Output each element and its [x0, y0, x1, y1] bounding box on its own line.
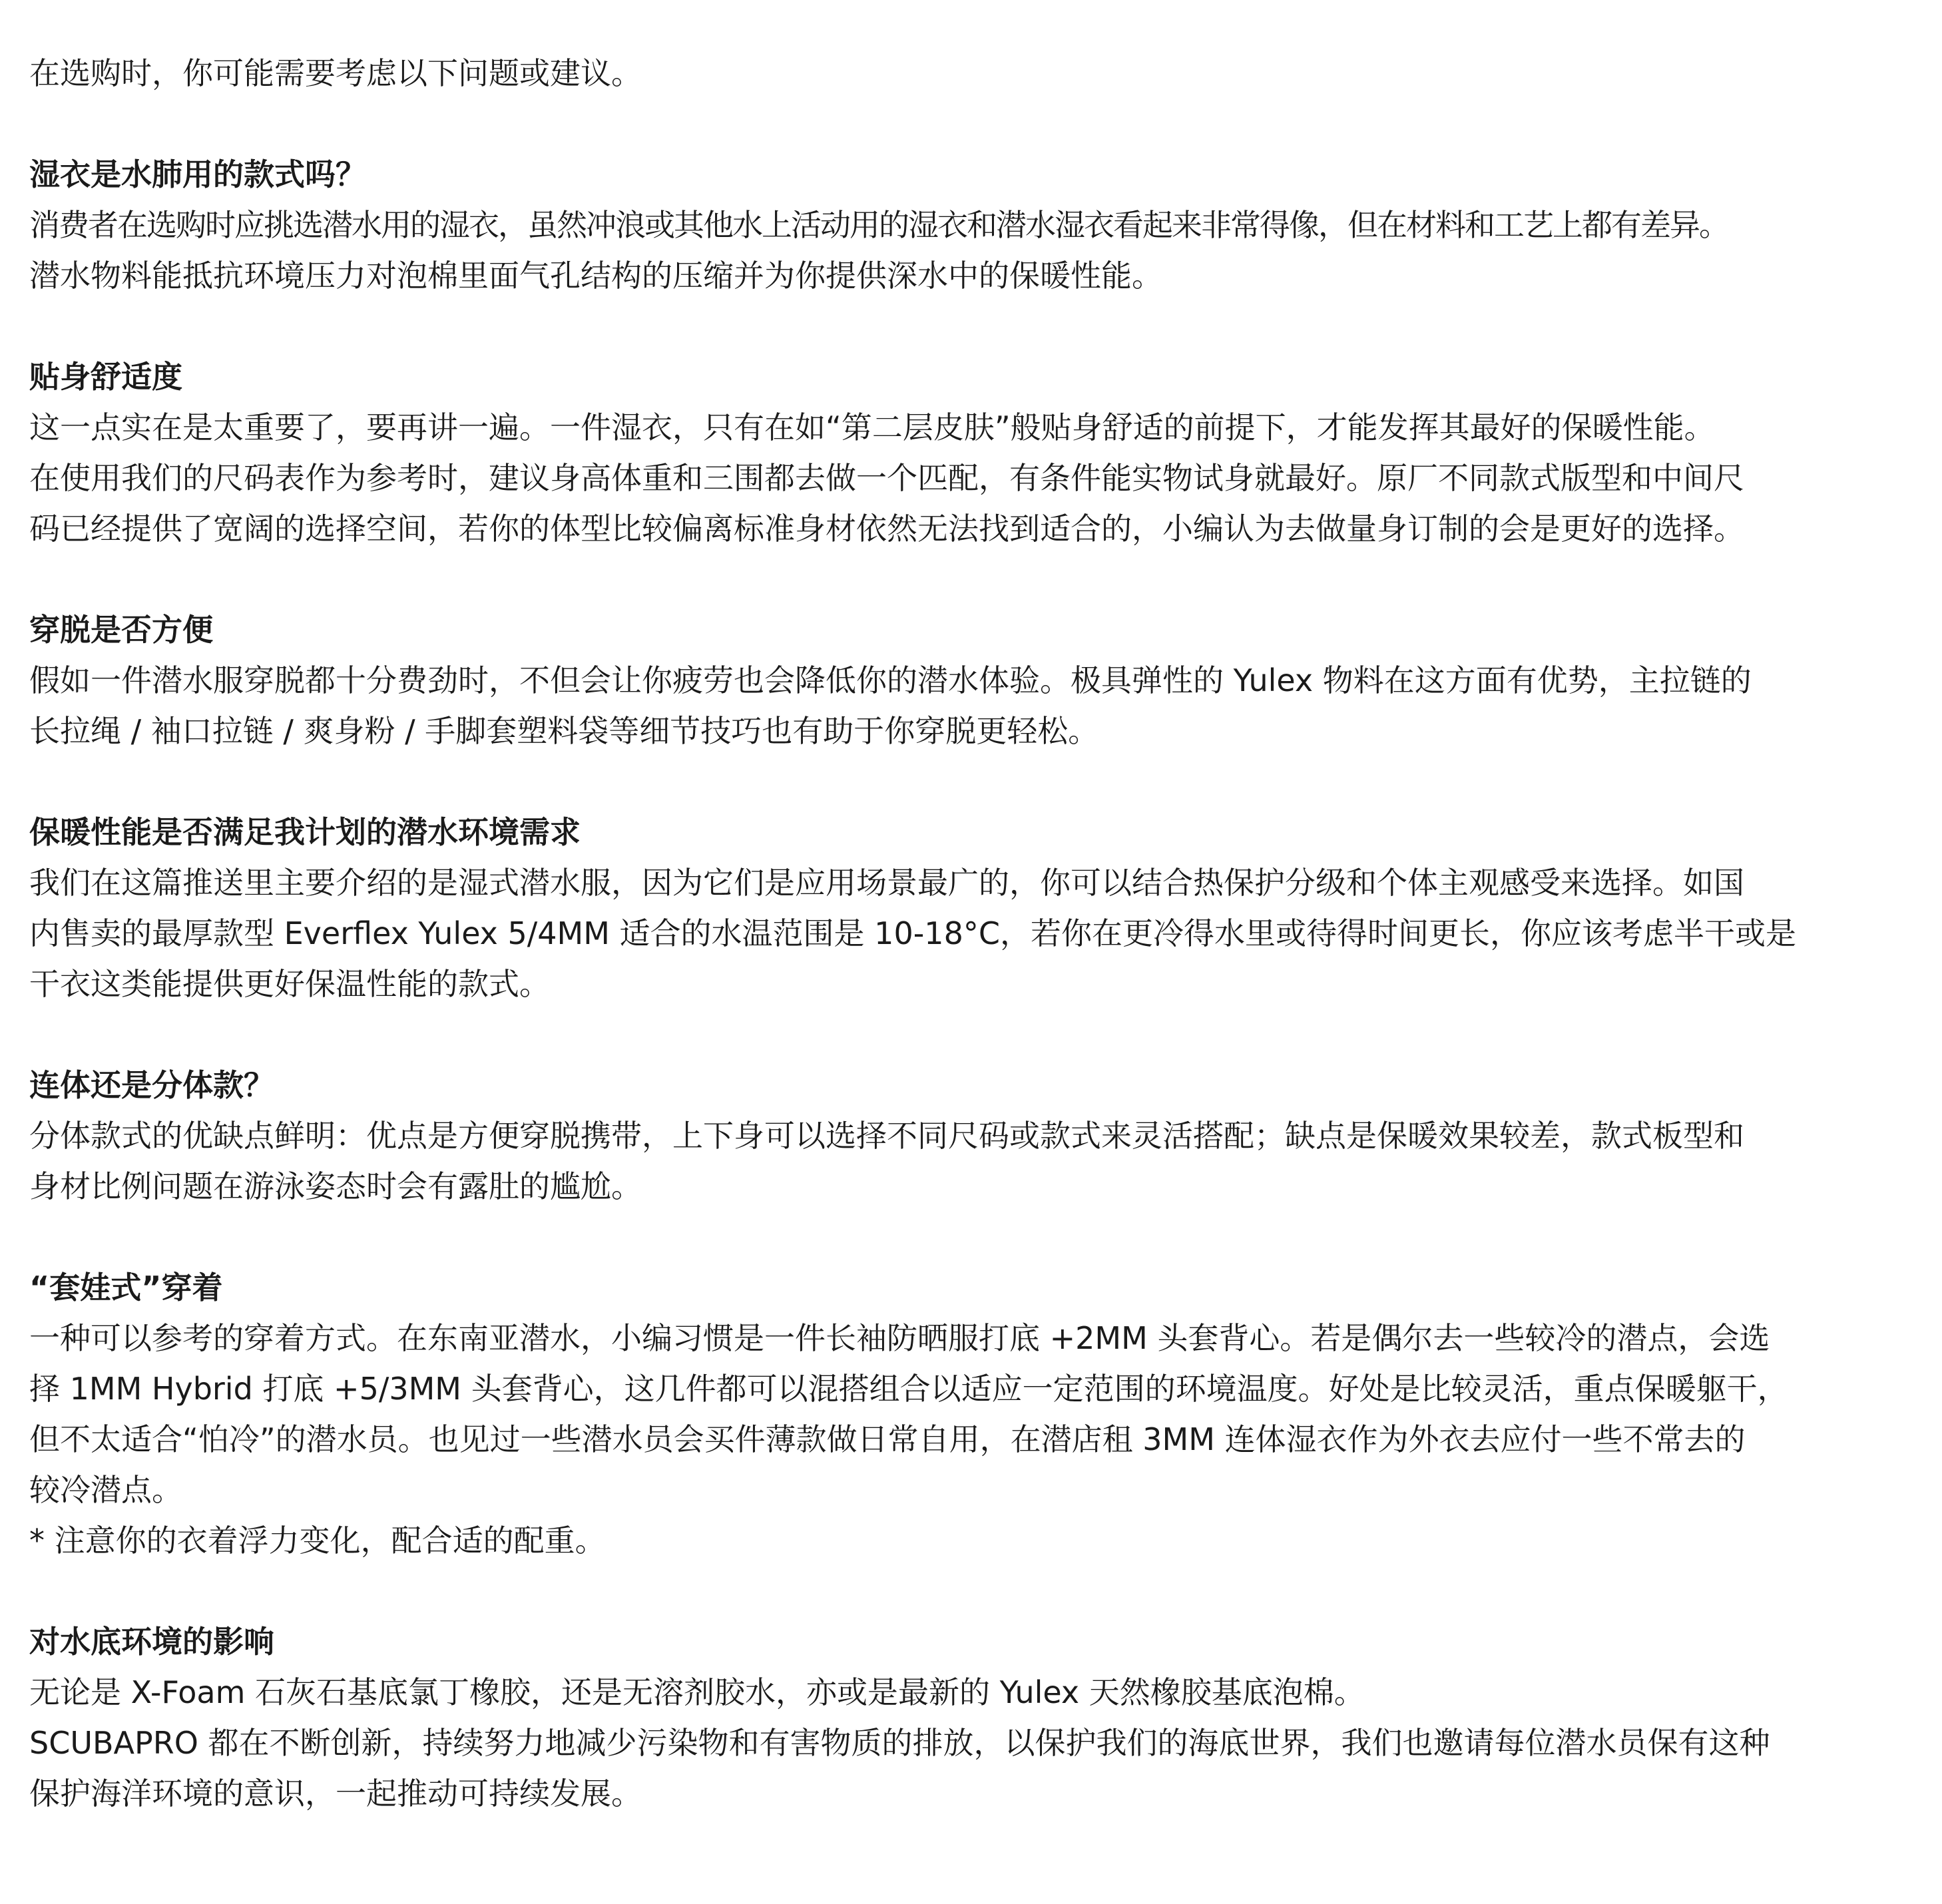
- intro-paragraph: 在选购时，你可能需要考虑以下问题或建议。: [29, 55, 642, 91]
- section-donning-doffing: [29, 604, 1927, 756]
- section-heading: 对水底环境的影响: [29, 1624, 274, 1660]
- footnote-line: * 注意你的衣着浮力变化，配合适的配重。: [29, 1523, 606, 1558]
- paragraph-line: 我们在这篇推送里主要介绍的是湿式潜水服，因为它们是应用场景最广的，你可以结合热保护分级和个体主观感受来选择。如国: [29, 865, 1744, 901]
- article-body: [29, 48, 1927, 1869]
- section-environmental-impact: [29, 1616, 1927, 1819]
- section-fit-comfort: [29, 352, 1927, 554]
- paragraph-line: 在使用我们的尺码表作为参考时，建议身高体重和三围都去做一个匹配，有条件能实物试身就最好。原厂不同款式版型和中间尺: [29, 460, 1744, 496]
- paragraph-line: 这一点实在是太重要了，要再讲一遍。一件湿衣，只有在如“第二层皮肤”般贴身舒适的前提下，才能发挥其最好的保暖性能。: [29, 409, 1715, 445]
- section-layering: [29, 1262, 1927, 1566]
- paragraph-line: 分体款式的优缺点鲜明：优点是方便穿脱携带，上下身可以选择不同尺码或款式来灵活搭配；缺点是保暖效果较差，款式板型和: [29, 1118, 1744, 1154]
- paragraph-line: 较冷潜点。: [29, 1472, 182, 1508]
- paragraph-line: 身材比例问题在游泳姿态时会有露肚的尴尬。: [29, 1168, 642, 1204]
- section-heading: 贴身舒适度: [29, 359, 182, 395]
- section-heading: 湿衣是水肺用的款式吗？: [29, 156, 366, 192]
- section-one-piece-or-two-piece: [29, 1060, 1927, 1212]
- paragraph-line: 干衣这类能提供更好保温性能的款式。: [29, 966, 550, 1002]
- paragraph-line: 潜水物料能抵抗环境压力对泡棉里面气孔结构的压缩并为你提供深水中的保暖性能。: [29, 258, 1162, 294]
- section-thermal-performance: [29, 807, 1927, 1009]
- paragraph-line: 择 1MM Hybrid 打底 +5/3MM 头套背心，这几件都可以混搭组合以适应一定范围的环境温度。好处是比较灵活，重点保暖躯干，: [29, 1371, 1788, 1407]
- paragraph-line: 消费者在选购时应挑选潜水用的湿衣，虽然冲浪或其他水上活动用的湿衣和潜水湿衣看起来非常得像，但在材料和工艺上都有差异。: [29, 207, 1728, 243]
- paragraph-line: SCUBAPRO 都在不断创新，持续努力地减少污染物和有害物质的排放，以保护我们的海底世界，我们也邀请每位潜水员保有这种: [29, 1725, 1770, 1761]
- paragraph-line: 一种可以参考的穿着方式。在东南亚潜水，小编习惯是一件长袖防晒服打底 +2MM 头套背心。若是偶尔去一些较冷的潜点，会选: [29, 1320, 1770, 1356]
- section-heading: “套娃式”穿着: [29, 1270, 223, 1306]
- paragraph-line: 无论是 X-Foam 石灰石基底氯丁橡胶，还是无溶剂胶水，亦或是最新的 Yulex 天然橡胶基底泡棉。: [29, 1674, 1365, 1710]
- paragraph-line: 码已经提供了宽阔的选择空间，若你的体型比较偏离标准身材依然无法找到适合的，小编认为去做量身订制的会是更好的选择。: [29, 511, 1744, 547]
- paragraph-line: 长拉绳 / 袖口拉链 / 爽身粉 / 手脚套塑料袋等细节技巧也有助于你穿脱更轻松。: [29, 713, 1099, 749]
- paragraph-line: 内售卖的最厚款型 Everflex Yulex 5/4MM 适合的水温范围是 10-18°C，若你在更冷得水里或待得时间更长，你应该考虑半干或是: [29, 915, 1796, 951]
- section-scuba-style: [29, 149, 1927, 301]
- paragraph-line: 但不太适合“怕冷”的潜水员。也见过一些潜水员会买件薄款做日常自用，在潜店租 3MM 连体湿衣作为外衣去应付一些不常去的: [29, 1421, 1746, 1457]
- section-heading: 保暖性能是否满足我计划的潜水环境需求: [29, 814, 581, 850]
- paragraph-line: 保护海洋环境的意识，一起推动可持续发展。: [29, 1776, 642, 1811]
- paragraph-line: 假如一件潜水服穿脱都十分费劲时，不但会让你疲劳也会降低你的潜水体验。极具弹性的 Yulex 物料在这方面有优势，主拉链的: [29, 662, 1752, 698]
- section-heading: 连体还是分体款？: [29, 1067, 274, 1103]
- section-heading: 穿脱是否方便: [29, 612, 213, 648]
